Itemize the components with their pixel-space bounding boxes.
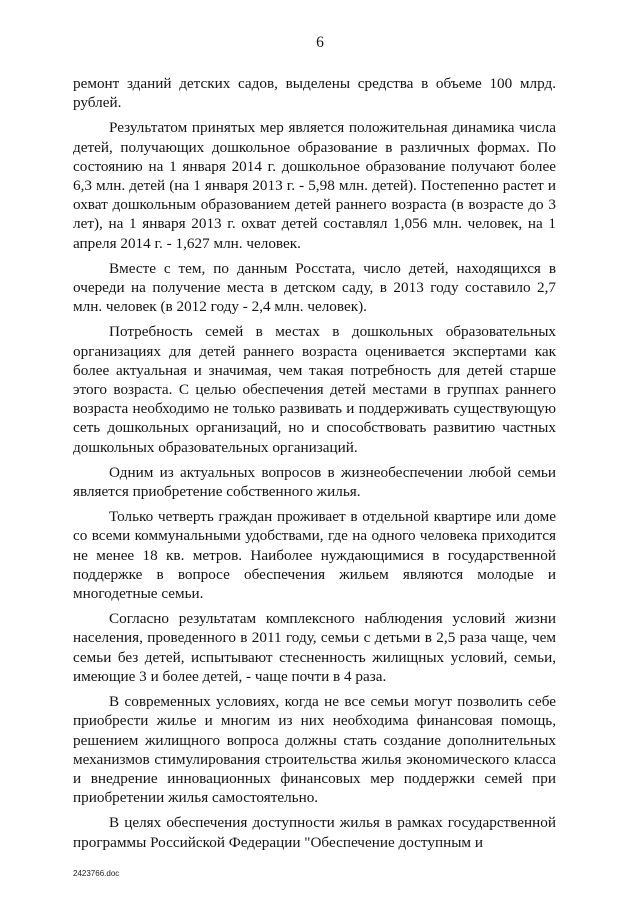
paragraph-4: Потребность семей в местах в дошкольных образовательных организациях для детей раннего возраста оценивается экспертами как более актуальная и значимая, чем такая потребность для детей старше этого возраста. С целью обеспечения детей местами в группах раннего возраста необходимо не только развивать и поддерживать существующую сеть дошкольных организаций, но и способствовать развитию частных дошкольных образовательных организаций. [73, 323, 556, 456]
paragraph-8: В современных условиях, когда не все семьи могут позволить себе приобрести жилье и многим из них необходима финансовая помощь, решением жилищного вопроса должны стать создание дополнительных механизмов стимулирования строительства жилья экономического класса и внедрение инновационных финансовых мер поддержки семей при приобретении жилья самостоятельно. [73, 693, 556, 807]
document-body [73, 74, 556, 852]
paragraph-3: Вместе с тем, по данным Росстата, число детей, находящихся в очереди на получение места в детском саду, в 2013 году составило 2,7 млн. человек (в 2012 году - 2,4 млн. человек). [73, 259, 556, 316]
paragraph-5: Одним из актуальных вопросов в жизнеобеспечении любой семьи является приобретение собственного жилья. [73, 463, 556, 501]
paragraph-1: ремонт зданий детских садов, выделены средства в объеме 100 млрд. рублей. [73, 75, 556, 112]
paragraph-6: Только четверть граждан проживает в отдельной квартире или доме со всеми коммунальными удобствами, где на одного человека приходится не менее 18 кв. метров. Наиболее нуждающимися в государственной поддержке в вопросе обеспечения жильем являются молодые и многодетные семьи. [73, 508, 556, 603]
document-file-code: 2423766.doc [73, 869, 120, 878]
paragraph-2: Результатом принятых мер является положительная динамика числа детей, получающих дошкольное образование в различных формах. По состоянию на 1 января 2014 г. дошкольное образование получают более 6,3 млн. детей (на 1 января 2013 г. - 5,98 млн. детей). Постепенно растет и охват дошкольным образованием детей раннего возраста (в возрасте до 3 лет), на 1 января 2013 г. охват детей составлял 1,056 млн. человек, на 1 апреля 2014 г. - 1,627 млн. человек. [73, 119, 556, 252]
paragraph-7: Согласно результатам комплексного наблюдения условий жизни населения, проведенного в 2011 году, семьи с детьми в 2,5 раза чаще, чем семьи без детей, испытывают стесненность жилищных условий, семьи, имеющие 3 и более детей, - чаще почти в 4 раза. [73, 610, 556, 685]
page-number: 6 [316, 34, 324, 51]
paragraph-9: В целях обеспечения доступности жилья в рамках государственной программы Российской Федерации "Обеспечение доступным и [73, 814, 556, 851]
